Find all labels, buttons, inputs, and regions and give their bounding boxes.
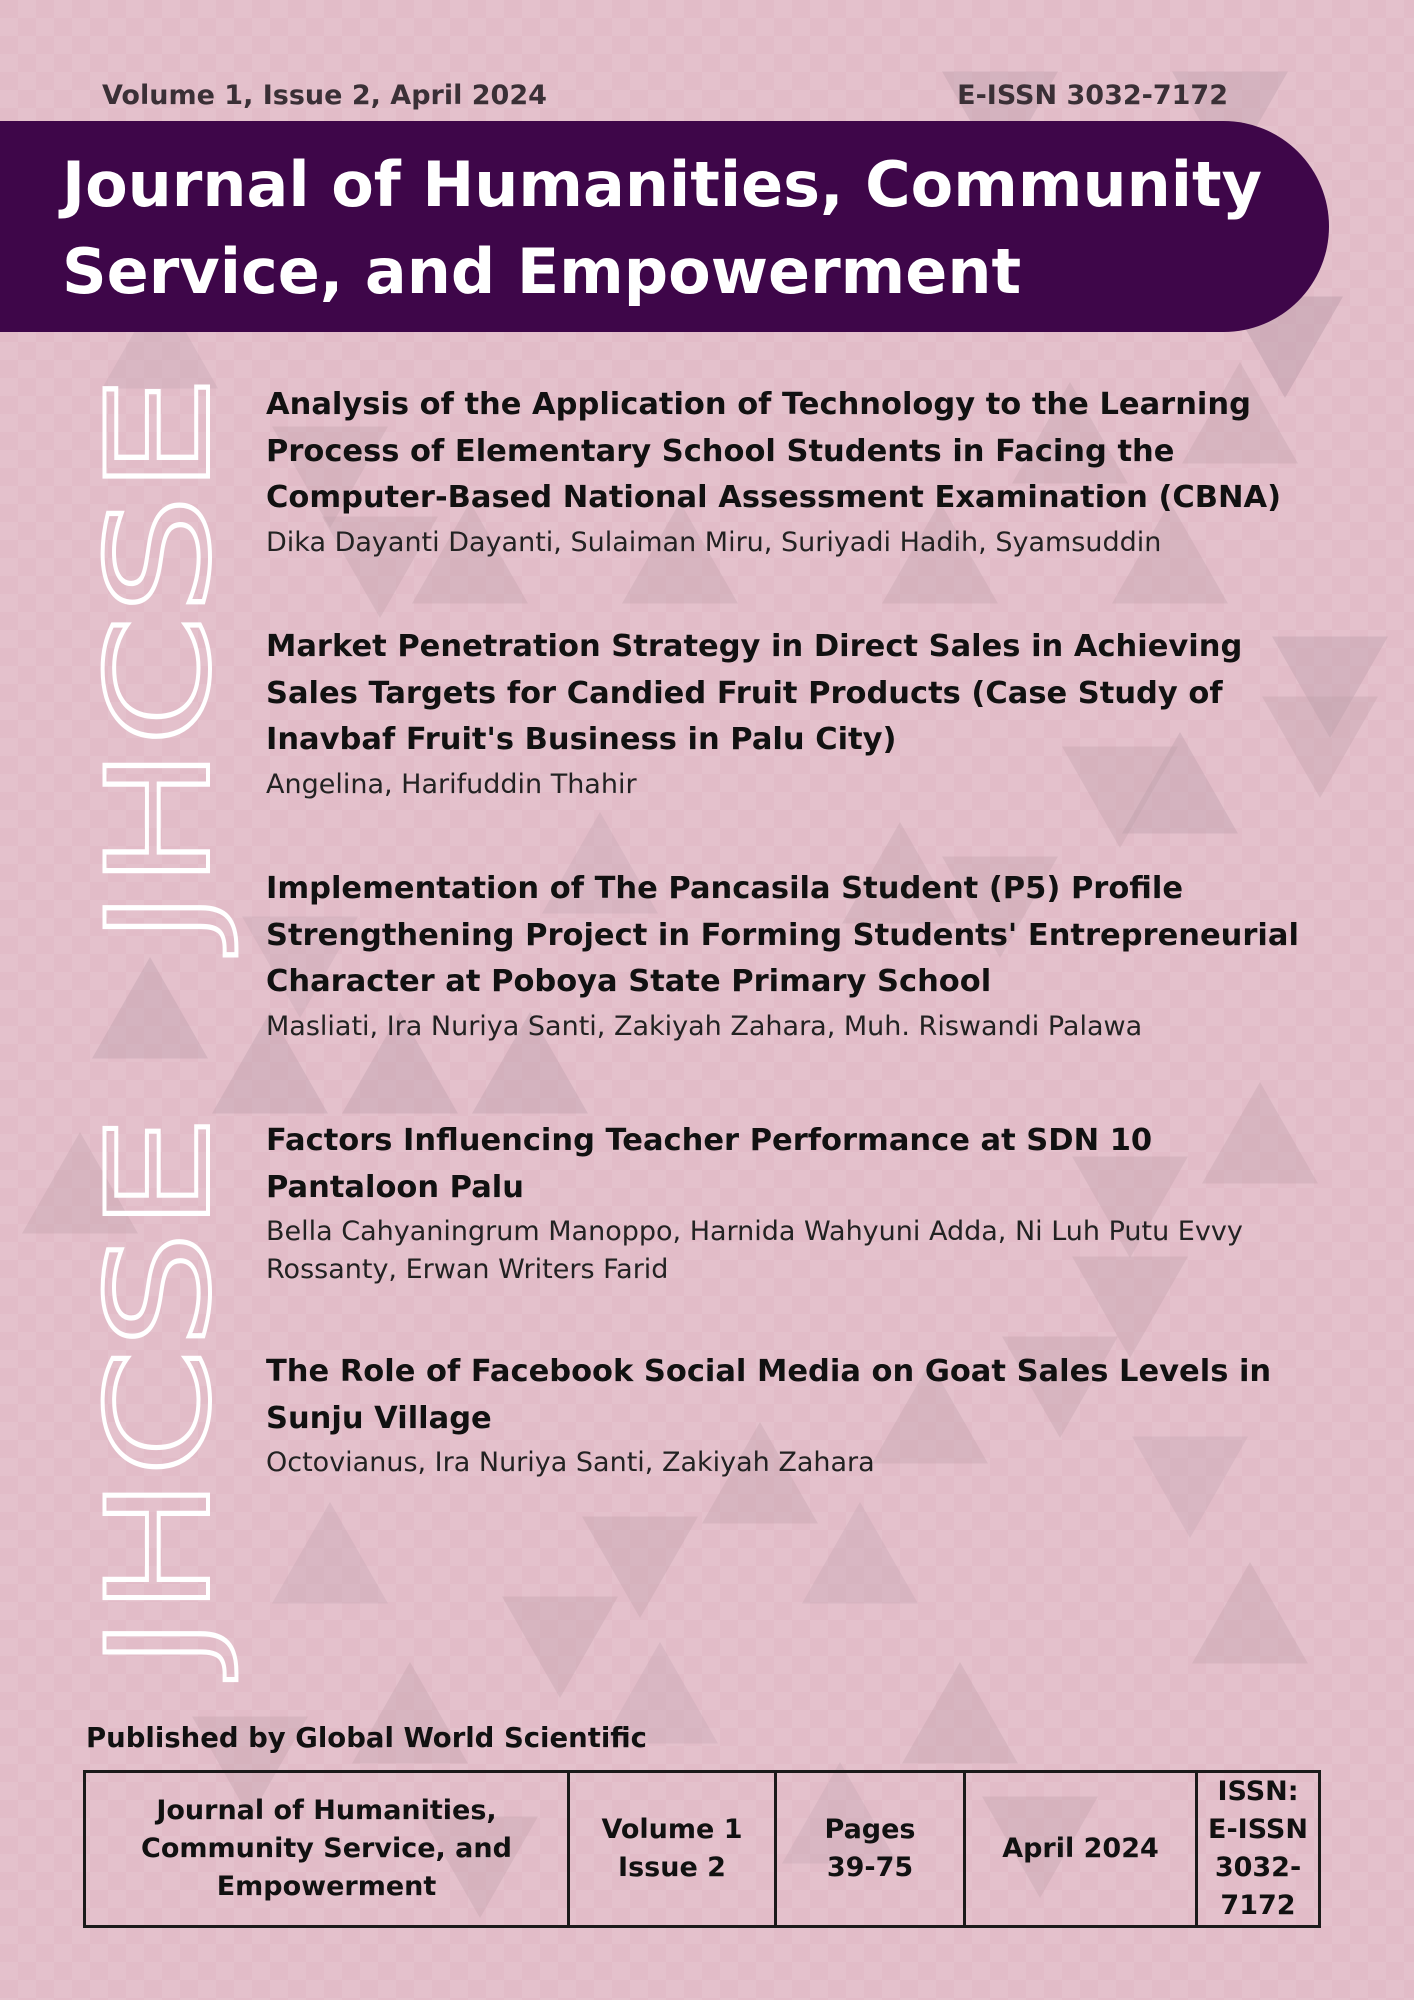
article-authors: Masliati, Ira Nuriya Santi, Zakiyah Zahara, Muh. Riswandi Palawa xyxy=(266,1010,1143,1042)
journal-info-table xyxy=(83,1770,1321,1928)
background-triangle xyxy=(902,1662,1018,1764)
info-row xyxy=(85,1772,1320,1927)
date-text: April 2024 xyxy=(1002,1833,1159,1864)
article-4 xyxy=(266,1118,1326,1289)
article-title[interactable]: Factors Influencing Teacher Performance at SDN 10 Pantaloon Palu xyxy=(266,1123,1153,1205)
background-triangle xyxy=(1192,1562,1308,1664)
article-authors: Dika Dayanti Dayanti, Sulaiman Miru, Suriyadi Hadih, Syamsuddin xyxy=(266,526,1162,558)
article-2 xyxy=(266,624,1326,804)
info-cell-volume xyxy=(569,1772,776,1927)
article-title[interactable]: Analysis of the Application of Technology to the Learning Process of Elementary School Students in Facing the Computer-Based National Assessment Examination (CBNA) xyxy=(266,387,1282,515)
journal-name-text: Journal of Humanities, Community Service, and Empowerment xyxy=(141,1795,512,1902)
jhcse-logo-upper: JHCSE xyxy=(77,517,242,945)
article-1 xyxy=(266,382,1326,562)
jhcse-vertical-logo xyxy=(0,0,260,2000)
jhcse-logo-lower: JHCSE xyxy=(77,1242,242,1670)
article-authors: Bella Cahyaningrum Manoppo, Harnida Wahyuni Adda, Ni Luh Putu Evvy Rossanty, Erwan Writers Farid xyxy=(266,1216,1243,1285)
journal-title: Journal of Humanities, Community Service, and Empowerment xyxy=(62,148,1263,308)
article-5 xyxy=(266,1349,1326,1482)
article-3 xyxy=(266,866,1326,1046)
info-cell-issn xyxy=(1197,1772,1320,1927)
article-title[interactable]: Implementation of The Pancasila Student (P5) Profile Strengthening Project in Forming Students' Entrepreneurial Character at Poboya State Primary School xyxy=(266,871,1299,999)
background-triangle xyxy=(272,1502,388,1604)
info-cell-journal xyxy=(85,1772,569,1927)
issn-text: ISSN: E-ISSN 3032-7172 xyxy=(1208,1776,1308,1921)
background-triangle xyxy=(802,1502,918,1604)
article-authors: Angelina, Harifuddin Thahir xyxy=(266,768,637,800)
background-triangle xyxy=(502,1597,618,1699)
info-cell-pages xyxy=(776,1772,965,1927)
volume-issue-line: Volume 1, Issue 2, April 2024 xyxy=(102,80,547,111)
info-cell-date xyxy=(965,1772,1197,1927)
article-authors: Octovianus, Ira Nuriya Santi, Zakiyah Zahara xyxy=(266,1447,875,1478)
article-title[interactable]: Market Penetration Strategy in Direct Sales in Achieving Sales Targets for Candied Fruit Products (Case Study of Inavbaf Fruit's Business in Palu City) xyxy=(266,629,1243,757)
issn-header: E-ISSN 3032-7172 xyxy=(957,80,1228,111)
volume-issue-text: Volume 1 Issue 2 xyxy=(601,1814,743,1883)
pages-text: Pages 39-75 xyxy=(824,1814,916,1883)
article-title[interactable]: The Role of Facebook Social Media on Goat Sales Levels in Sunju Village xyxy=(266,1354,1272,1436)
publisher-line: Published by Global World Scientific xyxy=(86,1722,647,1754)
